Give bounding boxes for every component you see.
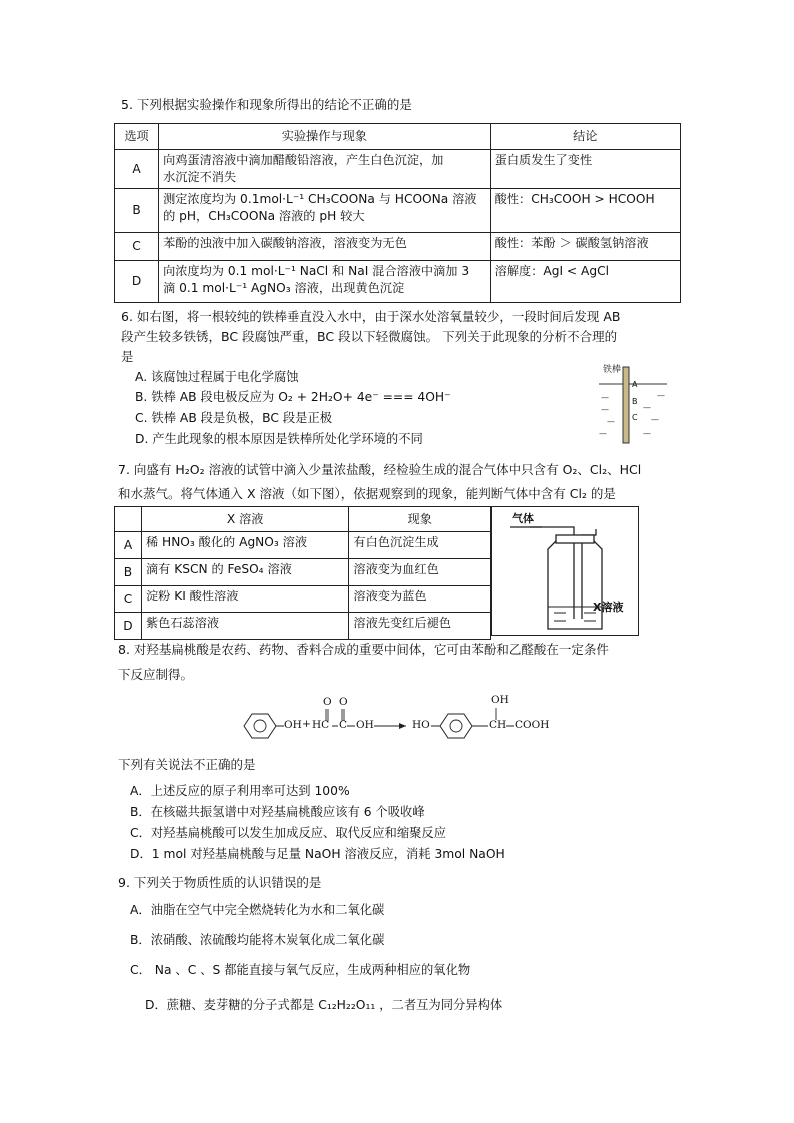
svg-text:—: — (657, 391, 665, 400)
eq-plus: + (302, 718, 311, 730)
q7-header-phenomenon: 现象 (349, 507, 491, 532)
q5-row-conclusion: 溶解度：AgI < AgCl (490, 261, 680, 303)
q7-header-solution: X 溶液 (141, 507, 348, 532)
q5-header-option: 选项 (115, 124, 159, 150)
q5-header-conclusion: 结论 (490, 124, 680, 150)
q8-option-b: B．在核磁共振氢谱中对羟基扁桃酸应该有 6 个吸收峰 (130, 805, 425, 819)
svg-text:—: — (601, 393, 609, 402)
x-solution-label: X溶液 (593, 601, 624, 614)
q8-stem-line2: 下反应制得。 (118, 667, 194, 682)
q5-row-operation: 测定浓度均为 0.1mol·L⁻¹ CH₃COONa 与 HCOONa 溶液 的 pH，CH₃COONa 溶液的 pH 较大 (159, 189, 491, 233)
eq-oh: OH (284, 719, 302, 731)
q8-option-a: A．上述反应的原子利用率可达到 100% (130, 784, 350, 798)
q9-option-d: D．蔗糖、麦芽糖的分子式都是 C₁₂H₂₂O₁₁ ，二者互为同分异构体 (145, 998, 503, 1012)
svg-text:—: — (601, 405, 609, 414)
q5-header-operation: 实验操作与现象 (159, 124, 491, 150)
q8-option-d: D．1 mol 对羟基扁桃酸与足量 NaOH 溶液反应，消耗 3mol NaOH (130, 847, 505, 861)
iron-rod-point-c: C (632, 413, 638, 422)
q5-row-operation: 苯酚的浊液中加入碳酸钠溶液，溶液变为无色 (159, 233, 491, 261)
q9-option-c: C． Na 、C 、S 都能直接与氧气反应，生成两种相应的氧化物 (130, 963, 471, 977)
eq-o2: O (339, 696, 348, 708)
q5-table (114, 123, 681, 303)
q6-stem-line3: 是 (121, 349, 134, 364)
svg-text:—: — (607, 417, 615, 426)
q7-row-phenomenon: 溶液变为蓝色 (349, 586, 491, 613)
eq-ho: HO (412, 719, 430, 731)
q7-row-solution: 紫色石蕊溶液 (141, 613, 348, 640)
q5-stem: 5. 下列根据实验操作和现象所得出的结论不正确的是 (121, 97, 412, 112)
q5-row-operation: 向浓度均为 0.1 mol·L⁻¹ NaCl 和 NaI 混合溶液中滴加 3 滴 0.1 mol·L⁻¹ AgNO₃ 溶液，出现黄色沉淀 (159, 261, 491, 303)
svg-text:—: — (651, 415, 659, 424)
q6-option-a: A. 该腐蚀过程属于电化学腐蚀 (135, 370, 299, 384)
eq-cooh: COOH (515, 719, 550, 731)
q7-row-solution: 淀粉 KI 酸性溶液 (141, 586, 348, 613)
gas-bottle-figure (491, 506, 639, 636)
q7-row-option: B (115, 559, 142, 586)
q7-row-option: D (115, 613, 142, 640)
q5-row-option: A (115, 150, 159, 189)
iron-rod-figure (595, 362, 675, 448)
q7-row-phenomenon: 有白色沉淀生成 (349, 532, 491, 559)
q5-row-conclusion: 酸性：CH₃COOH > HCOOH (490, 189, 680, 233)
eq-hc: HC (312, 719, 330, 731)
q7-row-phenomenon: 溶液先变红后褪色 (349, 613, 491, 640)
q7-row-option: A (115, 532, 142, 559)
q5-row-conclusion: 酸性：苯酚 ＞ 碳酸氢钠溶液 (490, 233, 680, 261)
eq-ch: CH (489, 719, 507, 731)
q7-header-blank (115, 507, 142, 532)
iron-rod-point-b: B (632, 397, 638, 406)
q6-option-d: D. 产生此现象的根本原因是铁棒所处化学环境的不同 (135, 432, 423, 446)
q8-option-c: C．对羟基扁桃酸可以发生加成反应、取代反应和缩聚反应 (130, 826, 447, 840)
eq-c: C (339, 719, 348, 731)
q5-row-conclusion: 蛋白质发生了变性 (490, 150, 680, 189)
q6-option-c: C. 铁棒 AB 段是负极，BC 段是正极 (135, 411, 333, 425)
gas-label: 气体 (512, 512, 534, 525)
q7-stem-line1: 7. 向盛有 H₂O₂ 溶液的试管中滴入少量浓盐酸，经检验生成的混合气体中只含有 O₂、Cl₂、HCl (118, 462, 642, 477)
q5-row-option: C (115, 233, 159, 261)
q9-stem: 9. 下列关于物质性质的认识错误的是 (118, 875, 322, 890)
q5-row-option: D (115, 261, 159, 303)
q9-option-a: A．油脂在空气中完全燃烧转化为水和二氧化碳 (130, 903, 385, 917)
svg-text:—: — (643, 429, 651, 438)
eq-oh3: OH (491, 694, 509, 706)
q6-option-b: B. 铁棒 AB 段电极反应为 O₂ + 2H₂O+ 4e⁻ === 4OH⁻ (135, 390, 451, 404)
svg-text:—: — (643, 403, 651, 412)
q9-option-b: B．浓硝酸、浓硫酸均能将木炭氧化成二氧化碳 (130, 933, 385, 947)
q7-row-option: C (115, 586, 142, 613)
q8-sub-stem: 下列有关说法不正确的是 (118, 757, 256, 772)
q6-stem-line1: 6. 如右图，将一根较纯的铁棒垂直没入水中，由于深水处溶氧量较少，一段时间后发现 AB (121, 309, 621, 324)
svg-text:—: — (599, 429, 607, 438)
iron-rod-label: 铁棒 (603, 365, 622, 375)
q6-stem-line2: 段产生较多铁锈，BC 段腐蚀严重，BC 段以下轻微腐蚀。 下列关于此现象的分析不合理的 (121, 329, 618, 344)
q7-table (114, 506, 491, 640)
q7-row-solution: 滴有 KSCN 的 FeSO₄ 溶液 (141, 559, 348, 586)
q5-row-operation: 向鸡蛋清溶液中滴加醋酸铅溶液，产生白色沉淀，加 水沉淀不消失 (159, 150, 491, 189)
reaction-equation (238, 692, 558, 748)
q8-stem-line1: 8. 对羟基扁桃酸是农药、药物、香料合成的重要中间体，它可由苯酚和乙醛酸在一定条件 (118, 642, 609, 657)
iron-rod-point-a: A (632, 380, 638, 389)
eq-oh2: OH (356, 719, 374, 731)
q5-row-option: B (115, 189, 159, 233)
q7-row-phenomenon: 溶液变为血红色 (349, 559, 491, 586)
eq-o1: O (323, 696, 332, 708)
q7-row-solution: 稀 HNO₃ 酸化的 AgNO₃ 溶液 (141, 532, 348, 559)
q7-stem-line2: 和水蒸气。将气体通入 X 溶液（如下图），依据观察到的现象，能判断气体中含有 Cl₂ 的是 (118, 486, 616, 501)
